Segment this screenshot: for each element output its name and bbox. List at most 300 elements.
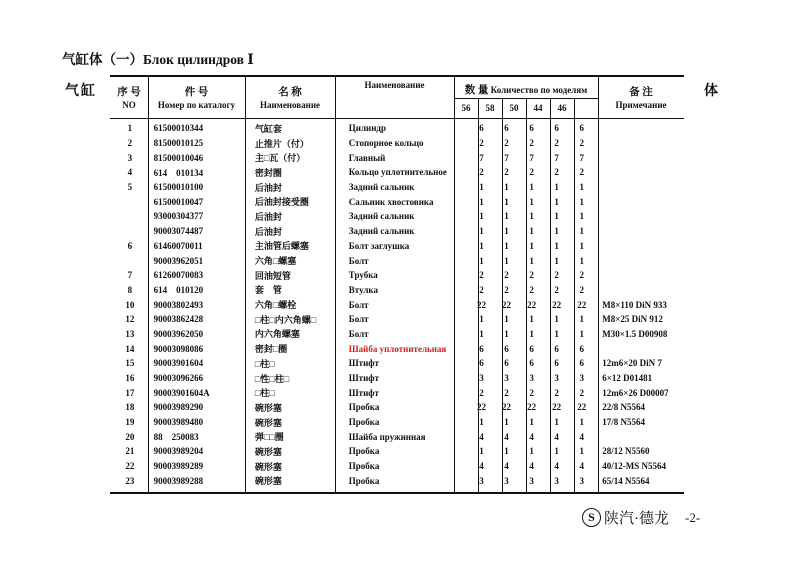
row-name-ru: Болт заглушка [348, 240, 410, 251]
row-note [594, 180, 684, 195]
row-qty-56: 2 [479, 138, 484, 149]
row-name-zh: □柱□ [254, 388, 275, 399]
row-name-zh: 主油管后螺塞 [254, 241, 309, 252]
row-name-zh: 碗形塞 [254, 402, 282, 413]
row-name-ru: Пробка [348, 475, 380, 486]
row-qty-44: 6 [554, 343, 559, 354]
row-qty-50: 7 [529, 152, 534, 163]
table-row [110, 253, 684, 268]
row-name-zh: □柱□内六角螺□ [254, 314, 317, 325]
row-qty-58: 3 [504, 373, 509, 384]
row-qty-46: 4 [579, 431, 584, 442]
row-qty-46: 6 [579, 358, 584, 369]
table-row [110, 297, 684, 312]
row-qty-56: 1 [479, 211, 484, 222]
table-row [110, 371, 684, 386]
row-qty-56: 1 [479, 226, 484, 237]
row-qty-50: 22 [527, 402, 537, 413]
row-note [594, 429, 684, 444]
row-qty-58: 6 [504, 123, 509, 134]
table-row [110, 194, 684, 209]
row-name-zh: 后油封 [254, 226, 282, 237]
table-row [110, 459, 684, 474]
row-name-ru: Цилиндр [348, 123, 386, 134]
row-catalog-number: 90003989204 [153, 446, 204, 457]
header-cat-zh: 件 号 [184, 87, 209, 98]
row-qty-44: 6 [554, 358, 559, 369]
row-no: 2 [127, 138, 133, 149]
row-no: 21 [125, 446, 135, 457]
row-qty-56: 6 [479, 358, 484, 369]
row-qty-46: 3 [579, 475, 584, 486]
row-qty-44: 2 [554, 284, 559, 295]
row-qty-58: 1 [504, 182, 509, 193]
row-qty-46: 22 [577, 402, 587, 413]
row-qty-56: 1 [479, 446, 484, 457]
row-no: 20 [125, 431, 135, 442]
page-number: -2- [685, 509, 701, 525]
row-qty-56: 22 [477, 402, 486, 413]
row-name-zh: 止推片（付） [254, 138, 309, 149]
row-qty-44: 2 [554, 387, 559, 398]
row-qty-46: 1 [579, 446, 584, 457]
row-catalog-number: 90003989480 [153, 417, 204, 428]
row-qty-56: 1 [479, 328, 484, 339]
row-qty-46: 2 [579, 284, 584, 295]
row-note [594, 136, 684, 151]
row-note [594, 194, 684, 209]
row-qty-50: 4 [529, 431, 534, 442]
row-name-ru: Пробка [348, 461, 380, 472]
row-no [110, 224, 150, 239]
row-catalog-number: 90003098086 [153, 343, 204, 354]
row-qty-56: 4 [479, 461, 484, 472]
row-qty-44: 2 [554, 270, 559, 281]
row-qty-58: 22 [502, 402, 512, 413]
row-no [110, 194, 150, 209]
row-name-ru: Кольцо уплотнительное [348, 167, 447, 178]
row-qty-46: 1 [579, 417, 584, 428]
row-catalog-number: 90003989290 [153, 402, 204, 413]
row-no: 12 [125, 314, 135, 325]
table-row [110, 209, 684, 224]
row-catalog-number: 90003962051 [153, 255, 204, 266]
header-name-ru: Наименование [260, 100, 320, 110]
row-qty-50: 3 [529, 475, 534, 486]
row-note [594, 239, 684, 254]
row-qty-58: 1 [504, 240, 509, 251]
row-qty-56: 3 [479, 475, 484, 486]
row-qty-50: 2 [529, 138, 534, 149]
row-no [110, 253, 150, 268]
row-name-zh: 碗形塞 [254, 461, 282, 472]
row-no [110, 209, 150, 224]
header-name-zh: 名 称 [278, 87, 302, 98]
row-name-zh: 气缸套 [254, 123, 282, 134]
row-no: 18 [125, 402, 135, 413]
row-note [594, 268, 684, 283]
table-row [110, 121, 684, 136]
brand-logo-icon: S [582, 508, 601, 527]
row-catalog-number: 61460070011 [153, 240, 203, 251]
row-note [594, 165, 684, 180]
row-catalog-number: 81500010125 [153, 138, 204, 149]
row-qty-58: 2 [504, 270, 509, 281]
row-qty-46: 1 [579, 182, 584, 193]
row-note: 12m6×20 DiN 7 [602, 358, 662, 369]
row-name-zh: 六角□螺栓 [254, 300, 297, 311]
row-catalog-number: 90003962050 [153, 328, 204, 339]
row-qty-44: 22 [552, 299, 562, 310]
table-row [110, 327, 684, 342]
row-qty-56: 3 [479, 373, 484, 384]
row-name-zh: 后油封 [254, 211, 282, 222]
row-name-zh: 回油短管 [254, 270, 291, 281]
row-qty-58: 1 [504, 255, 509, 266]
parts-table [110, 121, 684, 488]
row-qty-44: 1 [554, 240, 559, 251]
row-qty-50: 1 [529, 255, 534, 266]
row-catalog-number: 61500010047 [153, 196, 204, 207]
row-catalog-number: 90003862428 [153, 314, 204, 325]
row-qty-58: 1 [504, 226, 509, 237]
row-qty-44: 1 [554, 182, 559, 193]
row-qty-44: 2 [554, 167, 559, 178]
header-cat-ru: Номер по каталогу [157, 100, 236, 110]
row-name-ru: Штифт [348, 387, 379, 398]
row-qty-56: 1 [479, 196, 484, 207]
table-row [110, 165, 684, 180]
row-qty-46: 3 [579, 373, 584, 384]
row-catalog-number: 88 250083 [153, 432, 199, 443]
row-catalog-number: 90003901604 [153, 358, 204, 369]
row-name-ru: Задний сальник [348, 211, 415, 222]
row-qty-44: 3 [554, 475, 559, 486]
row-note: 17/8 N5564 [602, 417, 645, 428]
row-qty-50: 3 [529, 373, 534, 384]
row-note: 6×12 D01481 [602, 373, 653, 384]
row-name-zh: 碗形塞 [254, 476, 282, 487]
row-qty-44: 4 [554, 461, 559, 472]
row-qty-58: 22 [502, 299, 512, 310]
row-qty-44: 6 [554, 123, 559, 134]
row-qty-56: 1 [479, 255, 484, 266]
row-name-ru: Пробка [348, 402, 380, 413]
row-qty-56: 2 [479, 167, 484, 178]
row-qty-58: 6 [504, 358, 509, 369]
row-qty-46: 2 [579, 167, 584, 178]
header-qty-ru: Количество по моделям [490, 85, 588, 95]
row-no: 23 [125, 475, 135, 486]
row-catalog-number: 61260070083 [153, 270, 204, 281]
row-name-zh: 密封圈 [254, 167, 282, 178]
row-qty-46: 1 [579, 328, 584, 339]
row-qty-58: 6 [504, 343, 509, 354]
row-qty-46: 6 [579, 343, 584, 354]
row-qty-50: 1 [529, 417, 534, 428]
row-qty-58: 3 [504, 475, 509, 486]
row-name-zh: □性□柱□ [254, 373, 290, 384]
table-row [110, 239, 684, 254]
row-qty-46: 1 [579, 314, 584, 325]
row-qty-56: 1 [479, 240, 484, 251]
row-qty-50: 1 [529, 446, 534, 457]
footer [582, 507, 700, 528]
row-catalog-number: 90003989289 [153, 461, 204, 472]
row-qty-56: 2 [479, 284, 484, 295]
row-qty-50: 2 [529, 387, 534, 398]
row-catalog-number: 90003074487 [153, 226, 204, 237]
row-qty-58: 1 [504, 314, 509, 325]
row-qty-46: 1 [579, 240, 584, 251]
row-qty-44: 22 [552, 402, 562, 413]
table-row [110, 415, 684, 430]
row-name-ru: Болт [348, 255, 369, 266]
row-qty-50: 1 [529, 226, 534, 237]
row-name-zh: 密封□圈 [254, 344, 288, 355]
row-note: 28/12 N5560 [602, 446, 650, 457]
row-qty-58: 2 [504, 138, 509, 149]
row-qty-44: 4 [554, 431, 559, 442]
header-no-zh: 序 号 [117, 87, 141, 98]
row-qty-50: 6 [529, 358, 534, 369]
brand-name: 陕汽·德龙 [604, 511, 669, 527]
model-56: 56 [461, 103, 471, 113]
table-row [110, 444, 684, 459]
row-name-ru: Болт [348, 314, 369, 325]
table-row [110, 180, 684, 195]
row-qty-44: 1 [554, 417, 559, 428]
row-qty-50: 4 [529, 461, 534, 472]
model-44: 44 [533, 103, 543, 113]
table-row [110, 341, 684, 356]
row-name-ru: Задний сальник [348, 182, 415, 193]
row-note [594, 121, 684, 136]
row-name-zh: 后油封接受圈 [254, 197, 309, 208]
row-note [594, 283, 684, 298]
row-name-ru: Шайба пружинная [348, 431, 426, 442]
row-qty-58: 1 [504, 211, 509, 222]
model-58: 58 [485, 103, 495, 113]
row-qty-50: 6 [529, 343, 534, 354]
row-no: 7 [127, 270, 133, 281]
side-label-right: 体 [704, 84, 718, 99]
row-qty-56: 4 [479, 431, 484, 442]
side-label-left: 气缸 [65, 84, 97, 99]
row-name-ru: Болт [348, 299, 369, 310]
row-name-zh: 碗形塞 [254, 446, 282, 457]
model-50: 50 [509, 103, 519, 113]
row-qty-44: 7 [554, 152, 559, 163]
row-qty-44: 2 [554, 138, 559, 149]
row-catalog-number: 614 010134 [153, 167, 204, 178]
row-qty-50: 1 [529, 328, 534, 339]
row-qty-56: 1 [479, 182, 484, 193]
row-catalog-number: 614 010120 [153, 285, 204, 296]
table-row [110, 136, 684, 151]
row-name-ru: Втулка [348, 284, 378, 295]
row-qty-56: 1 [479, 314, 484, 325]
row-qty-56: 1 [479, 417, 484, 428]
row-note [594, 224, 684, 239]
row-qty-58: 1 [504, 446, 509, 457]
row-note: 40/12-MS N5564 [602, 461, 666, 472]
row-name-ru: Шайба уплотнительная [348, 343, 447, 354]
row-qty-50: 1 [529, 182, 534, 193]
row-qty-58: 4 [504, 431, 509, 442]
row-no: 14 [125, 343, 135, 354]
table-row [110, 268, 684, 283]
row-no: 1 [127, 123, 133, 134]
row-qty-58: 2 [504, 284, 509, 295]
model-46: 46 [557, 103, 567, 113]
row-no: 10 [125, 299, 135, 310]
row-qty-50: 2 [529, 167, 534, 178]
row-qty-56: 2 [479, 270, 484, 281]
row-qty-46: 2 [579, 270, 584, 281]
row-name-zh: □柱□ [254, 358, 275, 369]
table-row [110, 312, 684, 327]
row-no: 22 [125, 461, 135, 472]
row-qty-58: 2 [504, 167, 509, 178]
row-no: 3 [127, 152, 133, 163]
row-no: 16 [125, 373, 135, 384]
row-name-zh: 碗形塞 [254, 417, 282, 428]
row-qty-56: 2 [479, 387, 484, 398]
row-no: 5 [127, 182, 133, 193]
row-note: 12m6×26 D00007 [602, 387, 669, 398]
row-qty-58: 2 [504, 387, 509, 398]
row-note: 65/14 N5564 [602, 475, 650, 486]
row-catalog-number: 90003989288 [153, 475, 204, 486]
row-note: 22/8 N5564 [602, 402, 645, 413]
row-note [594, 341, 684, 356]
row-no: 6 [127, 240, 133, 251]
row-name-ru: Сальник хвостовика [348, 196, 434, 207]
row-note: M8×110 DiN 933 [602, 299, 667, 310]
header-qty-zh: 数 量 [464, 85, 489, 96]
row-name-zh: 弹□□圈 [254, 432, 284, 443]
row-qty-58: 1 [504, 196, 509, 207]
row-catalog-number: 90003901604A [153, 387, 210, 398]
row-name-ru: Штифт [348, 358, 379, 369]
row-name-zh: 后油封 [254, 182, 282, 193]
row-qty-50: 22 [527, 299, 537, 310]
row-name-ru: Штифт [348, 373, 379, 384]
row-name-ru: Болт [348, 328, 369, 339]
row-qty-46: 1 [579, 255, 584, 266]
header-note-zh: 备 注 [629, 87, 653, 98]
row-note: M8×25 DiN 912 [602, 314, 663, 325]
table-row [110, 283, 684, 298]
row-catalog-number: 90003096266 [153, 373, 204, 384]
row-qty-50: 1 [529, 240, 534, 251]
row-name-ru: Стопорное кольцо [348, 138, 424, 149]
row-name-zh: 六角□螺塞 [254, 256, 297, 267]
row-qty-46: 22 [577, 299, 587, 310]
row-qty-58: 1 [504, 328, 509, 339]
row-qty-44: 1 [554, 226, 559, 237]
header-no-en: NO [122, 100, 136, 110]
table-row [110, 356, 684, 371]
row-catalog-number: 90003802493 [153, 299, 204, 310]
row-qty-44: 1 [554, 196, 559, 207]
row-catalog-number: 61500010344 [153, 123, 204, 134]
row-name-zh: 内六角螺塞 [254, 329, 300, 340]
row-name-ru: Главный [348, 152, 386, 163]
page-title: 气缸体（一）Блок цилиндров Ⅰ [62, 52, 254, 67]
row-qty-44: 1 [554, 446, 559, 457]
row-name-zh: 主□瓦（付） [254, 153, 306, 164]
row-catalog-number: 61500010100 [153, 182, 204, 193]
row-qty-56: 6 [479, 123, 484, 134]
row-qty-50: 2 [529, 270, 534, 281]
row-no: 15 [125, 358, 135, 369]
row-name-zh: 套 管 [254, 285, 282, 296]
row-qty-46: 2 [579, 387, 584, 398]
header-note-ru: Примечание [615, 100, 667, 110]
row-no: 13 [125, 328, 135, 339]
row-qty-46: 2 [579, 138, 584, 149]
row-note [594, 253, 684, 268]
row-name-ru: Задний сальник [348, 226, 415, 237]
row-qty-56: 22 [477, 299, 486, 310]
row-note [594, 150, 684, 165]
table-row [110, 224, 684, 239]
row-qty-46: 1 [579, 226, 584, 237]
row-qty-46: 1 [579, 211, 584, 222]
row-qty-50: 6 [529, 123, 534, 134]
table-row [110, 400, 684, 415]
row-qty-46: 4 [579, 461, 584, 472]
table-row [110, 474, 684, 489]
row-qty-58: 4 [504, 461, 509, 472]
row-name-ru: Трубка [348, 270, 378, 281]
row-no: 8 [127, 284, 133, 295]
row-qty-46: 6 [579, 123, 584, 134]
row-no: 19 [125, 417, 135, 428]
row-no: 4 [127, 167, 133, 178]
row-qty-46: 7 [579, 152, 584, 163]
row-qty-56: 7 [479, 152, 484, 163]
row-catalog-number: 93000304377 [153, 211, 204, 222]
row-qty-58: 1 [504, 417, 509, 428]
row-qty-56: 6 [479, 343, 484, 354]
row-name-ru: Пробка [348, 417, 380, 428]
row-note [594, 209, 684, 224]
row-qty-44: 1 [554, 314, 559, 325]
row-no: 17 [125, 387, 135, 398]
row-name-ru: Пробка [348, 446, 380, 457]
row-qty-58: 7 [504, 152, 509, 163]
row-qty-44: 1 [554, 328, 559, 339]
row-note: M30×1.5 D00908 [602, 328, 668, 339]
row-qty-50: 2 [529, 284, 534, 295]
header-ru-col: Наименование [364, 80, 425, 90]
row-qty-50: 1 [529, 196, 534, 207]
table-row [110, 429, 684, 444]
row-qty-44: 3 [554, 373, 559, 384]
row-qty-44: 1 [554, 211, 559, 222]
table-row [110, 385, 684, 400]
row-qty-50: 1 [529, 211, 534, 222]
row-qty-44: 1 [554, 255, 559, 266]
table-row [110, 150, 684, 165]
header-qty [454, 82, 598, 97]
row-qty-50: 1 [529, 314, 534, 325]
row-catalog-number: 81500010046 [153, 152, 204, 163]
row-qty-46: 1 [579, 196, 584, 207]
